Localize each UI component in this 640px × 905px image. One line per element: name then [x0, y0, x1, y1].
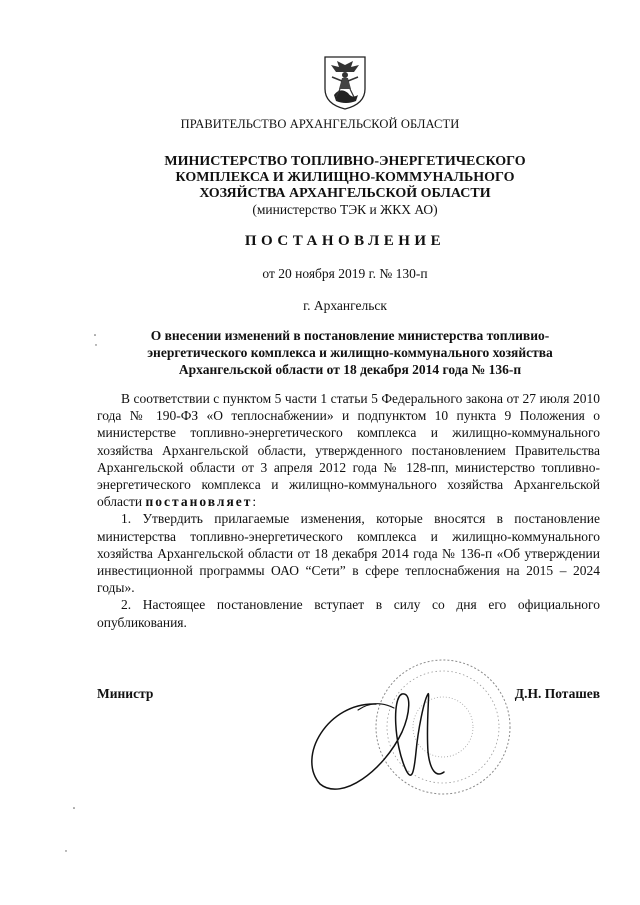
ministry-short-name: (министерство ТЭК и ЖКХ АО)	[252, 202, 438, 217]
item-1-paragraph: 1. Утвердить прилагаемые изменения, которые вносятся в постановление министерства топливно-энергетического комплекса и жилищно-коммунального хозяйства Архангельской области от 18 декабря 2014 года № 136-п «Об утверждении инвестиционной программы ОАО “Сети” в сфере теплоснабжения на 2015 – 2024 годы».	[97, 511, 600, 596]
handwritten-signature-icon	[312, 694, 444, 789]
document-body	[97, 390, 600, 631]
item-2-paragraph: 2. Настоящее постановление вступает в силу со дня его официального опубликования.	[97, 597, 600, 630]
document-city: г. Архангельск	[303, 298, 387, 313]
ministry-line: КОМПЛЕКСА И ЖИЛИЩНО-КОММУНАЛЬНОГО	[175, 170, 515, 185]
intro-text: В соответствии с пунктом 5 части 1 статьи 5 Федерального закона от 27 июля 2010 года № 190-ФЗ «О теплоснабжении» и подпунктом 10 пункта 9 Положения о министерстве топливно-энергетического комплекса и жилищно-коммунального хозяйства Архангельской области, утвержденного постановлением Правительства Архангельской области от 3 апреля 2012 года № 128-пп, министерство топливно-энергетического комплекса и жилищно-коммунального хозяйства Архангельской области	[97, 391, 600, 510]
document-subject	[95, 327, 605, 378]
intro-paragraph	[97, 390, 600, 510]
signer-title: Министр	[97, 686, 154, 701]
government-name: ПРАВИТЕЛЬСТВО АРХАНГЕЛЬСКОЙ ОБЛАСТИ	[180, 117, 460, 131]
ministry-name	[120, 154, 570, 202]
ministry-line: ХОЗЯЙСТВА АРХАНГЕЛЬСКОЙ ОБЛАСТИ	[199, 186, 491, 201]
document-type: ПОСТАНОВЛЕНИЕ	[244, 233, 446, 249]
round-seal-icon	[298, 652, 518, 802]
ministry-line: МИНИСТЕРСТВО ТОПЛИВНО-ЭНЕРГЕТИЧЕСКОГО	[164, 154, 526, 169]
arkhangelsk-coat-of-arms-icon	[322, 55, 368, 111]
document-date-number: от 20 ноября 2019 г. № 130-п	[262, 266, 428, 281]
subject-line: энергетического комплекса и жилищно-коммунального хозяйства	[147, 345, 553, 360]
subject-line: О внесении изменений в постановление министерства топливио-	[150, 328, 550, 343]
signer-name: Д.Н. Поташев	[514, 686, 600, 701]
subject-line: Архангельской области от 18 декабря 2014 года № 136-п	[178, 362, 522, 377]
resolves-word: постановляет	[145, 494, 253, 510]
resolves-colon: :	[252, 494, 257, 510]
